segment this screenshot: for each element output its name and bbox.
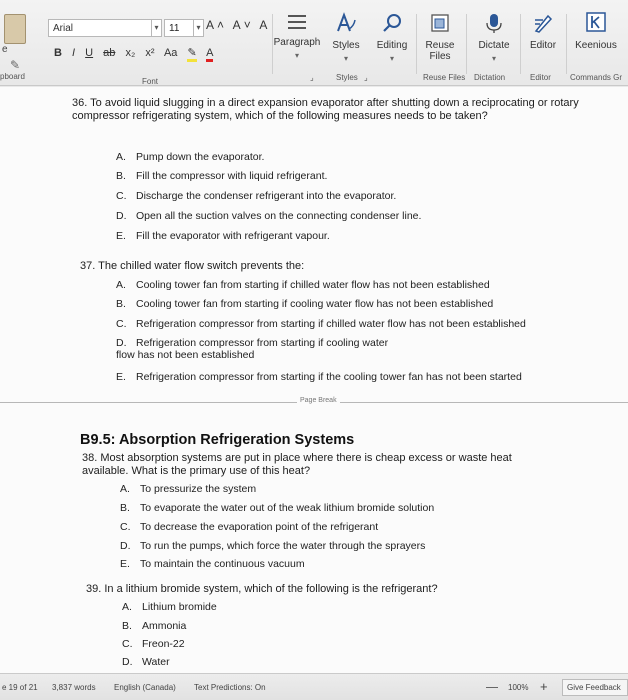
option-text: Refrigeration compressor from starting if cooling water flow has not been established xyxy=(116,337,389,361)
option-text: Fill the evaporator with refrigerant vapour. xyxy=(136,230,330,242)
option-text: Freon-22 xyxy=(142,638,185,650)
option-e xyxy=(116,371,522,383)
option-letter: E. xyxy=(116,230,126,242)
editing-button[interactable] xyxy=(372,12,412,63)
dialog-launcher-icon[interactable]: ⌟ xyxy=(310,73,314,82)
subscript-button[interactable]: x₂ xyxy=(125,47,136,59)
option-text: Cooling tower fan from starting if cooling water flow has not been established xyxy=(136,298,494,310)
reuse-files-icon xyxy=(429,12,451,34)
paragraph-icon xyxy=(288,15,306,31)
question-number: 37. xyxy=(80,260,96,272)
section-heading: B9.5: Absorption Refrigeration Systems xyxy=(80,432,355,448)
editor-icon xyxy=(532,12,554,34)
question-text: To avoid liquid slugging in a direct expansion evaporator after shutting down a reciprocating or rotary compressor refrigerating system, which of the following measures needs to be taken? xyxy=(72,97,579,122)
option-letter: C. xyxy=(116,318,127,330)
option-letter: C. xyxy=(116,190,127,202)
option-letter: D. xyxy=(120,540,131,552)
styles-group-label: Styles xyxy=(336,73,358,82)
zoom-out-button[interactable] xyxy=(486,687,498,688)
dictate-button[interactable] xyxy=(470,12,518,63)
paragraph-label: Paragraph xyxy=(273,37,321,48)
font-color-button[interactable]: A xyxy=(206,47,213,62)
keenious-icon xyxy=(585,12,607,34)
zoom-in-icon[interactable]: + xyxy=(540,679,548,694)
give-feedback-button[interactable] xyxy=(562,679,628,696)
font-name-box[interactable]: Arial xyxy=(48,19,152,37)
font-size-dropdown-icon[interactable]: ▾ xyxy=(194,19,204,37)
option-b xyxy=(116,298,493,310)
option-text: Refrigeration compressor from starting if chilled water flow has not been established xyxy=(136,318,526,330)
change-case-button[interactable]: Aa xyxy=(163,47,178,59)
clipboard-left-label: e xyxy=(2,44,8,55)
question-39 xyxy=(86,583,566,596)
option-letter: A. xyxy=(116,279,126,291)
clipboard-group xyxy=(0,0,42,86)
option-b xyxy=(122,620,186,632)
option-c xyxy=(120,521,378,533)
divider xyxy=(416,14,417,74)
question-text: Most absorption systems are put in place where there is cheap excess or waste heat available. What is the primary use of this heat? xyxy=(82,452,512,477)
option-text: Lithium bromide xyxy=(142,601,217,613)
option-d xyxy=(116,210,421,222)
option-letter: C. xyxy=(122,638,133,650)
option-letter: A. xyxy=(116,151,126,163)
styles-icon xyxy=(335,12,357,34)
format-row xyxy=(54,46,220,59)
highlight-icon[interactable]: ✎ xyxy=(187,47,196,62)
keenious-button[interactable] xyxy=(568,12,624,51)
option-text: To maintain the continuous vacuum xyxy=(140,558,305,570)
reuse-files-label: Reuse Files xyxy=(425,40,455,62)
option-letter: D. xyxy=(122,656,133,668)
paste-icon[interactable] xyxy=(4,14,26,44)
paragraph-button[interactable] xyxy=(272,12,322,60)
divider xyxy=(466,14,467,74)
option-text: Discharge the condenser refrigerant into the evaporator. xyxy=(136,190,397,202)
commands-group-label: Commands Gr xyxy=(570,73,623,82)
font-group xyxy=(46,16,271,86)
editing-label: Editing xyxy=(376,40,408,51)
divider xyxy=(520,14,521,74)
clipboard-group-label: pboard xyxy=(0,72,25,81)
dictation-group-label: Dictation xyxy=(474,73,506,82)
option-letter: C. xyxy=(120,521,131,533)
option-text: Refrigeration compressor from starting if the cooling tower fan has not been started xyxy=(136,371,522,383)
dictate-label: Dictate xyxy=(478,40,510,51)
question-number: 38. xyxy=(82,452,98,464)
option-letter: B. xyxy=(122,620,132,632)
grow-shrink-font-buttons[interactable]: A˄ A˅ A xyxy=(206,18,271,32)
option-letter: A. xyxy=(120,483,130,495)
underline-button[interactable]: U xyxy=(85,47,94,59)
language-indicator[interactable]: English (Canada) xyxy=(114,683,176,692)
dialog-launcher-icon[interactable]: ⌟ xyxy=(364,73,368,82)
option-letter: A. xyxy=(122,601,132,613)
chevron-down-icon: ▾ xyxy=(389,54,394,63)
chevron-down-icon: ▾ xyxy=(294,51,299,60)
option-text: To evaporate the water out of the weak lithium bromide solution xyxy=(140,502,435,514)
question-38 xyxy=(82,452,532,478)
reuse-group-label: Reuse Files xyxy=(423,73,466,82)
option-b xyxy=(116,170,327,182)
italic-button[interactable]: I xyxy=(72,47,76,59)
document-page[interactable] xyxy=(0,87,628,673)
question-number: 36. xyxy=(72,97,88,109)
option-d xyxy=(122,656,170,668)
option-c xyxy=(116,318,526,330)
keenious-label: Keenious xyxy=(575,40,617,51)
option-text: To decrease the evaporation point of the refrigerant xyxy=(140,521,379,533)
reuse-files-button[interactable] xyxy=(418,12,462,62)
option-d xyxy=(120,540,425,552)
page-break-label: Page Break xyxy=(297,397,340,404)
bold-button[interactable]: B xyxy=(54,47,62,59)
chevron-down-icon: ▾ xyxy=(343,54,348,63)
question-text: The chilled water flow switch prevents the: xyxy=(98,260,305,272)
option-a xyxy=(122,601,217,613)
strikethrough-button[interactable]: ab xyxy=(103,47,116,59)
option-a xyxy=(116,151,264,163)
microphone-icon xyxy=(483,12,505,34)
styles-button[interactable] xyxy=(326,12,366,63)
option-text: To run the pumps, which force the water through the sprayers xyxy=(140,540,426,552)
question-text: In a lithium bromide system, which of the following is the refrigerant? xyxy=(104,583,438,595)
option-a xyxy=(120,483,256,495)
ribbon xyxy=(0,0,628,86)
option-a xyxy=(116,279,490,291)
give-feedback-label: Give Feedback xyxy=(567,683,621,692)
superscript-button[interactable]: x² xyxy=(145,47,155,59)
search-icon xyxy=(381,12,403,34)
page-count[interactable]: e 19 of 21 xyxy=(2,683,38,692)
option-letter: B. xyxy=(116,298,126,310)
option-text: Water xyxy=(142,656,170,668)
question-37 xyxy=(80,260,580,273)
option-c xyxy=(122,638,185,650)
option-letter: D. xyxy=(116,210,127,222)
font-size-box[interactable]: 11 xyxy=(164,19,194,37)
word-count[interactable]: 3,837 words xyxy=(52,683,96,692)
option-letter: B. xyxy=(116,170,126,182)
editor-button[interactable] xyxy=(522,12,564,51)
option-text: Ammonia xyxy=(142,620,187,632)
text-predictions-status[interactable]: Text Predictions: On xyxy=(194,683,266,692)
option-text: Open all the suction valves on the connecting condenser line. xyxy=(136,210,422,222)
option-text: To pressurize the system xyxy=(140,483,257,495)
option-d xyxy=(116,337,406,361)
option-text: Pump down the evaporator. xyxy=(136,151,265,163)
option-b xyxy=(120,502,434,514)
zoom-level[interactable]: 100% xyxy=(508,683,529,692)
option-text: Fill the compressor with liquid refrigerant. xyxy=(136,170,328,182)
option-letter: E. xyxy=(116,371,126,383)
format-painter-icon[interactable]: ✎ xyxy=(10,58,21,72)
editor-label: Editor xyxy=(529,40,557,51)
option-letter: B. xyxy=(120,502,130,514)
option-c xyxy=(116,190,396,202)
chevron-down-icon: ▾ xyxy=(491,54,496,63)
font-name-dropdown-icon[interactable]: ▾ xyxy=(152,19,162,37)
option-e xyxy=(120,558,305,570)
question-number: 39. xyxy=(86,583,102,595)
option-e xyxy=(116,230,330,242)
question-36 xyxy=(72,97,582,123)
divider xyxy=(566,14,567,74)
option-text: Cooling tower fan from starting if chilled water flow has not been established xyxy=(136,279,490,291)
option-letter: E. xyxy=(120,558,130,570)
styles-label: Styles xyxy=(332,40,360,51)
editor-group-label: Editor xyxy=(530,73,551,82)
status-bar xyxy=(0,673,628,700)
font-group-label: Font xyxy=(142,77,159,86)
option-letter: D. xyxy=(116,337,127,349)
